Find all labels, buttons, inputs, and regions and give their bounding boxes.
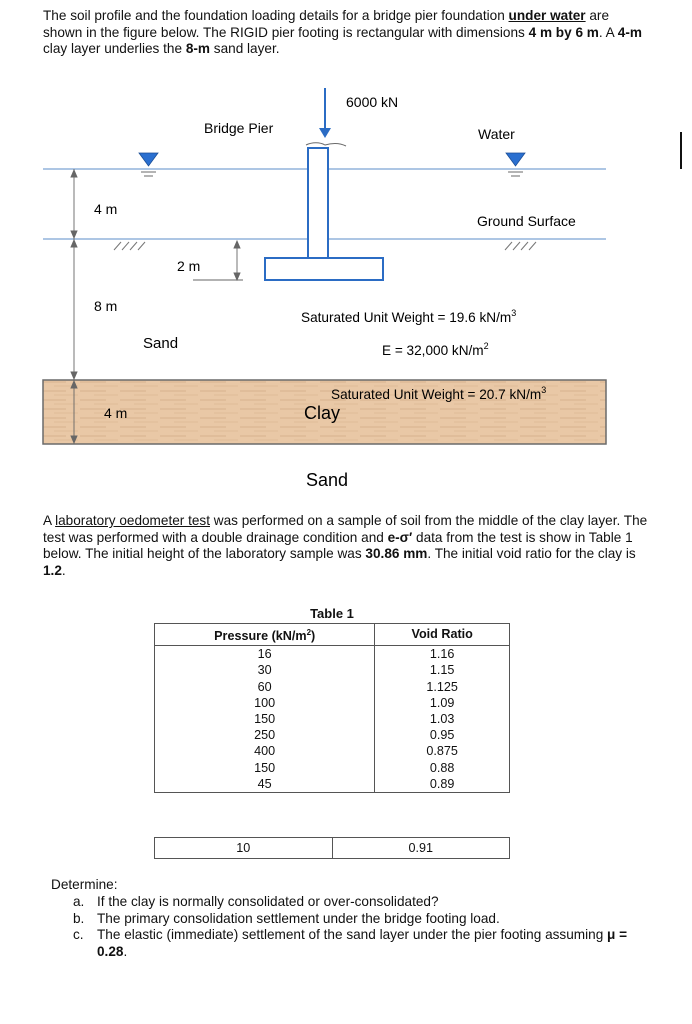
pressure-header: Pressure $(kN/m^2)$ <box>155 624 375 646</box>
question-b: b. The primary consolidation settlement under the bridge footing load. <box>73 910 500 926</box>
void-ratio-value: 1.125 <box>426 679 458 694</box>
void-ratio-value: 1.16 <box>429 647 455 662</box>
void-ratio-value: 1.03 <box>429 711 455 726</box>
ground-hatch-icon <box>114 242 145 250</box>
water-label: Water <box>478 126 515 142</box>
determine-label: Determine: <box>51 877 118 892</box>
question-a: a. If the clay is normally consolidated or over-consolidated? <box>73 894 439 909</box>
pressure-value: 45 <box>257 776 272 791</box>
intro-clay-thickness: 4-m <box>617 24 642 40</box>
void-ratio-value: 1.09 <box>429 695 455 710</box>
bridge-pier <box>265 143 383 280</box>
pressure-value: 16 <box>257 647 272 662</box>
table-caption: Table 1 <box>310 606 354 621</box>
dim-footing-label: 2 m <box>177 258 201 274</box>
intro-underwater: under water <box>508 8 586 23</box>
intro-text: sand layer. <box>210 41 280 56</box>
lab-text: data from the test is show in Table 1 below. The initial height of the laboratory sample was <box>43 529 633 561</box>
ground-hatch-icon <box>505 242 536 250</box>
dim-clay-label: 4 m <box>104 405 128 421</box>
void-ratio-header: Void Ratio <box>375 624 510 646</box>
lab-text: was performed on a sample of soil from the middle of the clay layer. The test was performed with a double drainage condition and <box>43 513 648 545</box>
pressure-value: 150 <box>254 760 276 775</box>
lab-e-sigma: e-σ′ <box>387 529 413 545</box>
question-list <box>73 894 637 960</box>
lab-text: . <box>61 562 66 578</box>
intro-text: are shown in the figure below. The RIGID pier footing is rectangular with dimensions <box>43 8 610 40</box>
extra-pressure: 10 <box>155 838 333 859</box>
void-ratio-value: 0.95 <box>429 728 455 743</box>
load-label: 6000 kN <box>346 94 399 110</box>
intro-dimensions: 4 m by 6 m <box>528 24 599 40</box>
sand-unit-weight: Saturated Unit Weight = 19.6 $kN/m^3$ <box>301 308 517 325</box>
void-ratio-value: 0.88 <box>429 760 455 775</box>
oedometer-table <box>154 623 510 793</box>
void-ratio-value: 0.875 <box>426 744 458 759</box>
question-c: c. The elastic (immediate) settlement of the sand layer under the pier footing assuming μ = 0.28. <box>73 927 628 959</box>
lab-void-ratio: 1.2 <box>43 562 62 578</box>
dimension-line-footing <box>193 241 243 280</box>
water-table-icon <box>139 153 158 176</box>
void-ratio-value: 0.89 <box>429 776 455 791</box>
ground-surface-label: Ground Surface <box>477 213 576 229</box>
intro-text: clay layer underlies the <box>43 41 186 56</box>
bridge-pier-label: Bridge Pier <box>204 120 274 136</box>
pressure-value: 100 <box>254 695 276 710</box>
soil-profile-figure <box>0 0 692 505</box>
lab-sample-height: 30.86 mm <box>365 546 428 561</box>
lab-text: . The initial void ratio for the clay is <box>427 546 636 561</box>
lab-paragraph <box>43 513 649 579</box>
water-table-icon <box>506 153 525 176</box>
intro-text: The soil profile and the foundation loading details for a bridge pier foundation <box>43 8 509 23</box>
pressure-value: 150 <box>254 711 276 726</box>
lower-sand-label: Sand <box>306 470 349 490</box>
intro-text: . A <box>598 24 618 40</box>
pressure-column <box>155 646 375 793</box>
dim-sand-label: 8 m <box>94 298 118 314</box>
intro-sand-thickness: 8-m <box>185 41 210 56</box>
void-ratio-column <box>375 646 510 793</box>
clay-unit-weight: Saturated Unit Weight = 20.7 $kN/m^3$ <box>331 385 547 402</box>
dim-water-label: 4 m <box>94 201 118 217</box>
pressure-value: 60 <box>257 679 272 694</box>
lab-text: A <box>43 513 56 528</box>
sand-label: Sand <box>143 335 179 352</box>
lab-oedometer: laboratory oedometer test <box>55 513 210 528</box>
clay-label: Clay <box>304 403 341 423</box>
pressure-value: 400 <box>254 744 276 759</box>
extra-void-ratio: 0.91 <box>332 838 510 859</box>
void-ratio-value: 1.15 <box>429 663 455 678</box>
extra-row-table <box>154 837 510 859</box>
sand-modulus: E = 32,000 $kN/m^2$ <box>382 341 489 358</box>
pressure-value: 250 <box>254 728 276 743</box>
load-arrow-icon <box>319 88 331 138</box>
pressure-value: 30 <box>257 663 272 678</box>
